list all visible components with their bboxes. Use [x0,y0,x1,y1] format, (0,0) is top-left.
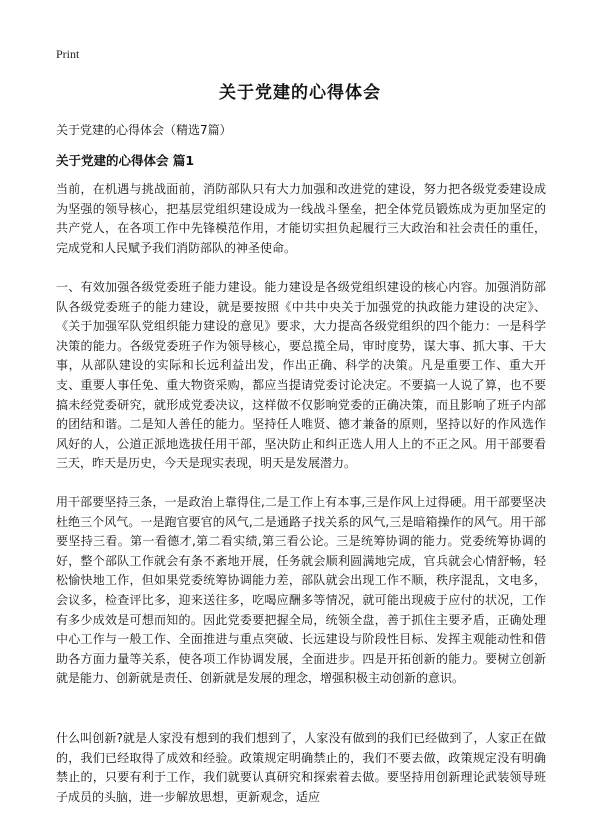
document-title: 关于党建的心得体会 [219,83,381,103]
paragraph-3: 用干部要坚持三条，一是政治上靠得住,二是工作上有本事,三是作风上过得硬。用干部要坚决杜绝三个风气。一是跑官要官的风气,二是通路子找关系的风气,三是暗箱操作的风气。用干部要坚持三看。第一看德才,第二看实绩,第三看公论。三是统筹协调的能力。党委统筹协调的好，整个部队工作就会有条不紊地开展，任务就会顺利圆满地完成，官兵就会心情舒畅，轻松愉快地工作，但如果党委统筹协调能力差，部队就会出现工作不顺，秩序混乱，文电多，会议多，检查评比多，迎来送往多，吃喝应酬多等情况，就可能出现疲于应付的状况，工作有多少成效是可想而知的。因此党委要把握全局，统领全盘，善于抓住主要矛盾，正确处理中心工作与一般工作、全面推进与重点突破、长远建设与阶段性目标、发挥主观能动性和借助各方面力量等关系，使各项工作协调发展，全面进步。四是开拓创新的能力。要树立创新就是能力、创新就是责任、创新就是发展的理念，增强积极主动创新的意识。 [56,495,546,686]
paragraph-2: 一、有效加强各级党委班子能力建设。能力建设是各级党组织建设的核心内容。加强消防部队各级党委班子的能力建设，就是要按照《中共中央关于加强党的执政能力建设的决定》、《关于加强军队党组织能力建设的意见》要求，大力提高各级党组织的四个能力：一是科学决策的能力。各级党委班子作为领导核心，要总揽全局，审时度势，谋大事、抓大事、干大事，从部队建设的实际和长远利益出发，作出正确、科学的决策。凡是重要工作、重大开支、重要人事任免、重大物资采购，都应当提请党委讨论决定。不要搞一人说了算，也不要搞未经党委研究，就形成党委决议，这样做不仅影响党委的正确决策，而且影响了班子内部的团结和谐。二是知人善任的能力。坚持任人唯贤、德才兼备的原则，坚持以好的作风选作风好的人，公道正派地选拔任用干部，坚决防止和纠正选人用人上的不正之风。用干部要看三天，昨天是历史，今天是现实表现，明天是发展潜力。 [56,280,546,471]
document-subtitle: 关于党建的心得体会（精选7篇） [56,123,232,137]
print-label: Print [56,47,80,61]
section-heading: 关于党建的心得体会 篇1 [56,153,195,168]
paragraph-4: 什么叫创新?就是人家没有想到的我们想到了，人家没有做到的我们已经做到了，人家正在做的，我们已经取得了成效和经验。政策规定明确禁止的，我们不要去做，政策规定没有明确禁止的，只要有利于工作，我们就要认真研究和探索着去做。要坚持用创新理论武装领导班子成员的头脑，进一步解放思想，更新观念，适应 [56,731,546,804]
paragraph-1: 当前，在机遇与挑战面前，消防部队只有大力加强和改进党的建设，努力把各级党委建设成为坚强的领导核心，把基层党组织建设成为一线战斗堡垒，把全体党员锻炼成为更加坚定的共产党人，在各项工作中先锋模范作用，才能切实担负起履行三大政治和社会责任的重任，完成党和人民赋予我们消防部队的神圣使命。 [56,182,546,255]
